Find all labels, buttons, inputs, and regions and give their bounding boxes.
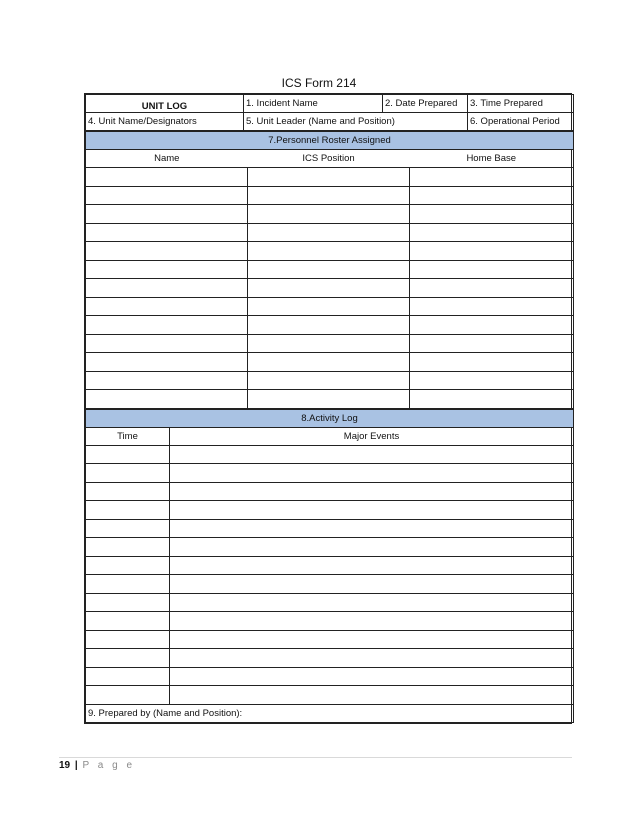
roster-ics-position-cell[interactable] [248, 242, 410, 261]
roster-home-base-cell[interactable] [410, 371, 574, 390]
roster-row [86, 260, 574, 279]
activity-time-cell[interactable] [86, 630, 170, 649]
roster-name-cell[interactable] [86, 260, 248, 279]
activity-row [86, 556, 574, 575]
activity-row [86, 686, 574, 705]
activity-time-cell[interactable] [86, 612, 170, 631]
activity-log [85, 409, 574, 723]
roster-home-base-cell[interactable] [410, 334, 574, 353]
roster-home-base-cell[interactable] [410, 205, 574, 224]
activity-time-cell[interactable] [86, 556, 170, 575]
roster-home-base-cell[interactable] [410, 279, 574, 298]
roster-row [86, 316, 574, 335]
roster-ics-position-cell[interactable] [248, 371, 410, 390]
activity-row [86, 649, 574, 668]
time-prepared-field[interactable]: 3. Time Prepared [468, 95, 574, 113]
activity-row [86, 612, 574, 631]
roster-ics-position-cell[interactable] [248, 279, 410, 298]
incident-name-field[interactable]: 1. Incident Name [244, 95, 383, 113]
unit-log-title: UNIT LOG [86, 95, 244, 113]
roster-name-cell[interactable] [86, 186, 248, 205]
activity-major-events-cell[interactable] [170, 445, 574, 464]
activity-time-cell[interactable] [86, 538, 170, 557]
activity-row [86, 464, 574, 483]
ics-form-214 [84, 93, 572, 724]
roster-row [86, 223, 574, 242]
activity-major-events-cell[interactable] [170, 482, 574, 501]
roster-home-base-cell[interactable] [410, 353, 574, 372]
form-title: ICS Form 214 [281, 76, 357, 90]
roster-home-base-cell[interactable] [410, 297, 574, 316]
roster-row [86, 353, 574, 372]
activity-major-events-cell[interactable] [170, 538, 574, 557]
activity-major-events-cell[interactable] [170, 556, 574, 575]
roster-col-name: Name [86, 150, 248, 168]
activity-major-events-cell[interactable] [170, 464, 574, 483]
roster-name-cell[interactable] [86, 390, 248, 409]
roster-row [86, 205, 574, 224]
roster-home-base-cell[interactable] [410, 260, 574, 279]
activity-col-time: Time [86, 427, 170, 445]
roster-name-cell[interactable] [86, 242, 248, 261]
personnel-roster [85, 131, 574, 409]
roster-ics-position-cell[interactable] [248, 390, 410, 409]
activity-row [86, 667, 574, 686]
activity-major-events-cell[interactable] [170, 686, 574, 705]
page-word: P a g e [82, 760, 136, 771]
page-footer [59, 760, 135, 771]
roster-name-cell[interactable] [86, 279, 248, 298]
roster-row [86, 168, 574, 187]
roster-row [86, 242, 574, 261]
roster-row [86, 390, 574, 409]
roster-name-cell[interactable] [86, 334, 248, 353]
roster-name-cell[interactable] [86, 316, 248, 335]
roster-row [86, 334, 574, 353]
activity-major-events-cell[interactable] [170, 593, 574, 612]
roster-ics-position-cell[interactable] [248, 168, 410, 187]
activity-row [86, 445, 574, 464]
activity-time-cell[interactable] [86, 593, 170, 612]
roster-row [86, 297, 574, 316]
roster-home-base-cell[interactable] [410, 316, 574, 335]
roster-home-base-cell[interactable] [410, 168, 574, 187]
roster-ics-position-cell[interactable] [248, 186, 410, 205]
roster-ics-position-cell[interactable] [248, 316, 410, 335]
roster-col-home-base: Home Base [410, 150, 574, 168]
activity-row [86, 630, 574, 649]
unit-leader-field[interactable]: 5. Unit Leader (Name and Position) [244, 113, 468, 131]
roster-ics-position-cell[interactable] [248, 353, 410, 372]
activity-time-cell[interactable] [86, 464, 170, 483]
activity-time-cell[interactable] [86, 482, 170, 501]
activity-time-cell[interactable] [86, 575, 170, 594]
footer-separator: | [74, 760, 78, 771]
roster-home-base-cell[interactable] [410, 390, 574, 409]
roster-home-base-cell[interactable] [410, 186, 574, 205]
roster-ics-position-cell[interactable] [248, 297, 410, 316]
operational-period-field[interactable]: 6. Operational Period [468, 113, 574, 131]
roster-row [86, 279, 574, 298]
roster-name-cell[interactable] [86, 205, 248, 224]
roster-name-cell[interactable] [86, 371, 248, 390]
activity-time-cell[interactable] [86, 649, 170, 668]
activity-time-cell[interactable] [86, 686, 170, 705]
roster-ics-position-cell[interactable] [248, 205, 410, 224]
activity-major-events-cell[interactable] [170, 630, 574, 649]
date-prepared-field[interactable]: 2. Date Prepared [383, 95, 468, 113]
roster-name-cell[interactable] [86, 353, 248, 372]
page-number: 19 [59, 760, 71, 771]
activity-major-events-cell[interactable] [170, 649, 574, 668]
activity-section-header: 8.Activity Log [86, 409, 574, 427]
roster-col-ics-position: ICS Position [248, 150, 410, 168]
activity-major-events-cell[interactable] [170, 667, 574, 686]
prepared-by-field[interactable]: 9. Prepared by (Name and Position): [86, 704, 574, 722]
roster-ics-position-cell[interactable] [248, 223, 410, 242]
form-header [85, 94, 574, 131]
roster-name-cell[interactable] [86, 297, 248, 316]
roster-name-cell[interactable] [86, 168, 248, 187]
roster-section-header: 7.Personnel Roster Assigned [86, 132, 574, 150]
roster-home-base-cell[interactable] [410, 223, 574, 242]
activity-major-events-cell[interactable] [170, 612, 574, 631]
roster-ics-position-cell[interactable] [248, 260, 410, 279]
activity-time-cell[interactable] [86, 519, 170, 538]
activity-row [86, 538, 574, 557]
activity-major-events-cell[interactable] [170, 519, 574, 538]
activity-row [86, 593, 574, 612]
activity-col-major-events: Major Events [170, 427, 574, 445]
activity-major-events-cell[interactable] [170, 501, 574, 520]
roster-home-base-cell[interactable] [410, 242, 574, 261]
activity-row [86, 575, 574, 594]
roster-row [86, 186, 574, 205]
activity-row [86, 519, 574, 538]
footer-divider [59, 757, 572, 758]
activity-time-cell[interactable] [86, 501, 170, 520]
roster-ics-position-cell[interactable] [248, 334, 410, 353]
unit-name-field[interactable]: 4. Unit Name/Designators [86, 113, 244, 131]
activity-time-cell[interactable] [86, 445, 170, 464]
roster-row [86, 371, 574, 390]
activity-row [86, 501, 574, 520]
activity-row [86, 482, 574, 501]
roster-name-cell[interactable] [86, 223, 248, 242]
activity-major-events-cell[interactable] [170, 575, 574, 594]
activity-time-cell[interactable] [86, 667, 170, 686]
